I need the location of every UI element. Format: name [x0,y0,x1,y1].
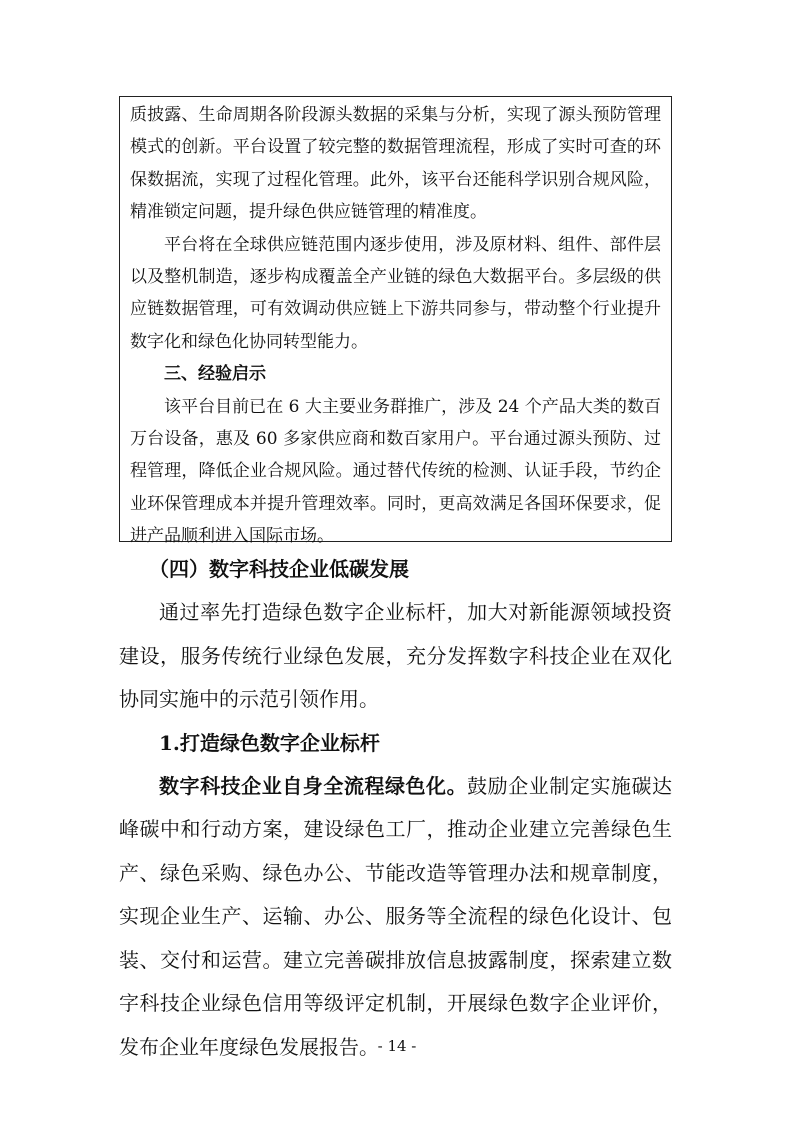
case-paragraph-1: 质披露、生命周期各阶段源头数据的采集与分析，实现了源头预防管理模式的创新。平台设置了较完整的数据管理流程，形成了实时可查的环保数据流，实现了过程化管理。此外，该平台还能科学识别合规风险，精准锁定问题，提升绿色供应链管理的精准度。 [130,105,661,223]
subsection-lead-bold: 数字科技企业自身全流程绿色化。 [159,773,468,798]
subsection-paragraph [119,765,672,1070]
case-study-box [119,96,672,547]
case-paragraph-2: 平台将在全球供应链范围内逐步使用，涉及原材料、组件、部件层以及整机制造，逐步构成覆盖全产业链的绿色大数据平台。多层级的供应链数据管理，可有效调动供应链上下游共同参与，带动整个行业提升数字化和绿色化协同转型能力。 [130,234,661,352]
section-heading: （四）数字科技企业低碳发展 [149,557,409,581]
main-content [119,548,672,1069]
case-heading-experience: 三、经验启示 [164,364,266,385]
section-intro-paragraph: 通过率先打造绿色数字企业标杆，加大对新能源领域投资建设，服务传统行业绿色发展，充分发挥数字科技企业在双化协同实施中的示范引领作用。 [119,600,672,711]
page-number: - 14 - [377,1037,417,1055]
subsection-body-text: 鼓励企业制定实施碳达峰碳中和行动方案，建设绿色工厂，推动企业建立完善绿色生产、绿色采购、绿色办公、节能改造等管理办法和规章制度，实现企业生产、运输、办公、服务等全流程的绿色化设计、包装、交付和运营。建立完善碳排放信息披露制度，探索建立数字科技企业绿色信用等级评定机制，开展绿色数字企业评价，发布企业年度绿色发展报告。 [119,773,672,1059]
subsection-heading: 1.打造绿色数字企业标杆 [159,730,380,755]
case-paragraph-3: 该平台目前已在 6 大主要业务群推广，涉及 24 个产品大类的数百万台设备，惠及 60 多家供应商和数百家用户。平台通过源头预防、过程管理，降低企业合规风险。通过替代传统的检测、认证手段，节约企业环保管理成本并提升管理效率。同时，更高效满足各国环保要求，促进产品顺利进入国际市场。 [130,396,661,547]
